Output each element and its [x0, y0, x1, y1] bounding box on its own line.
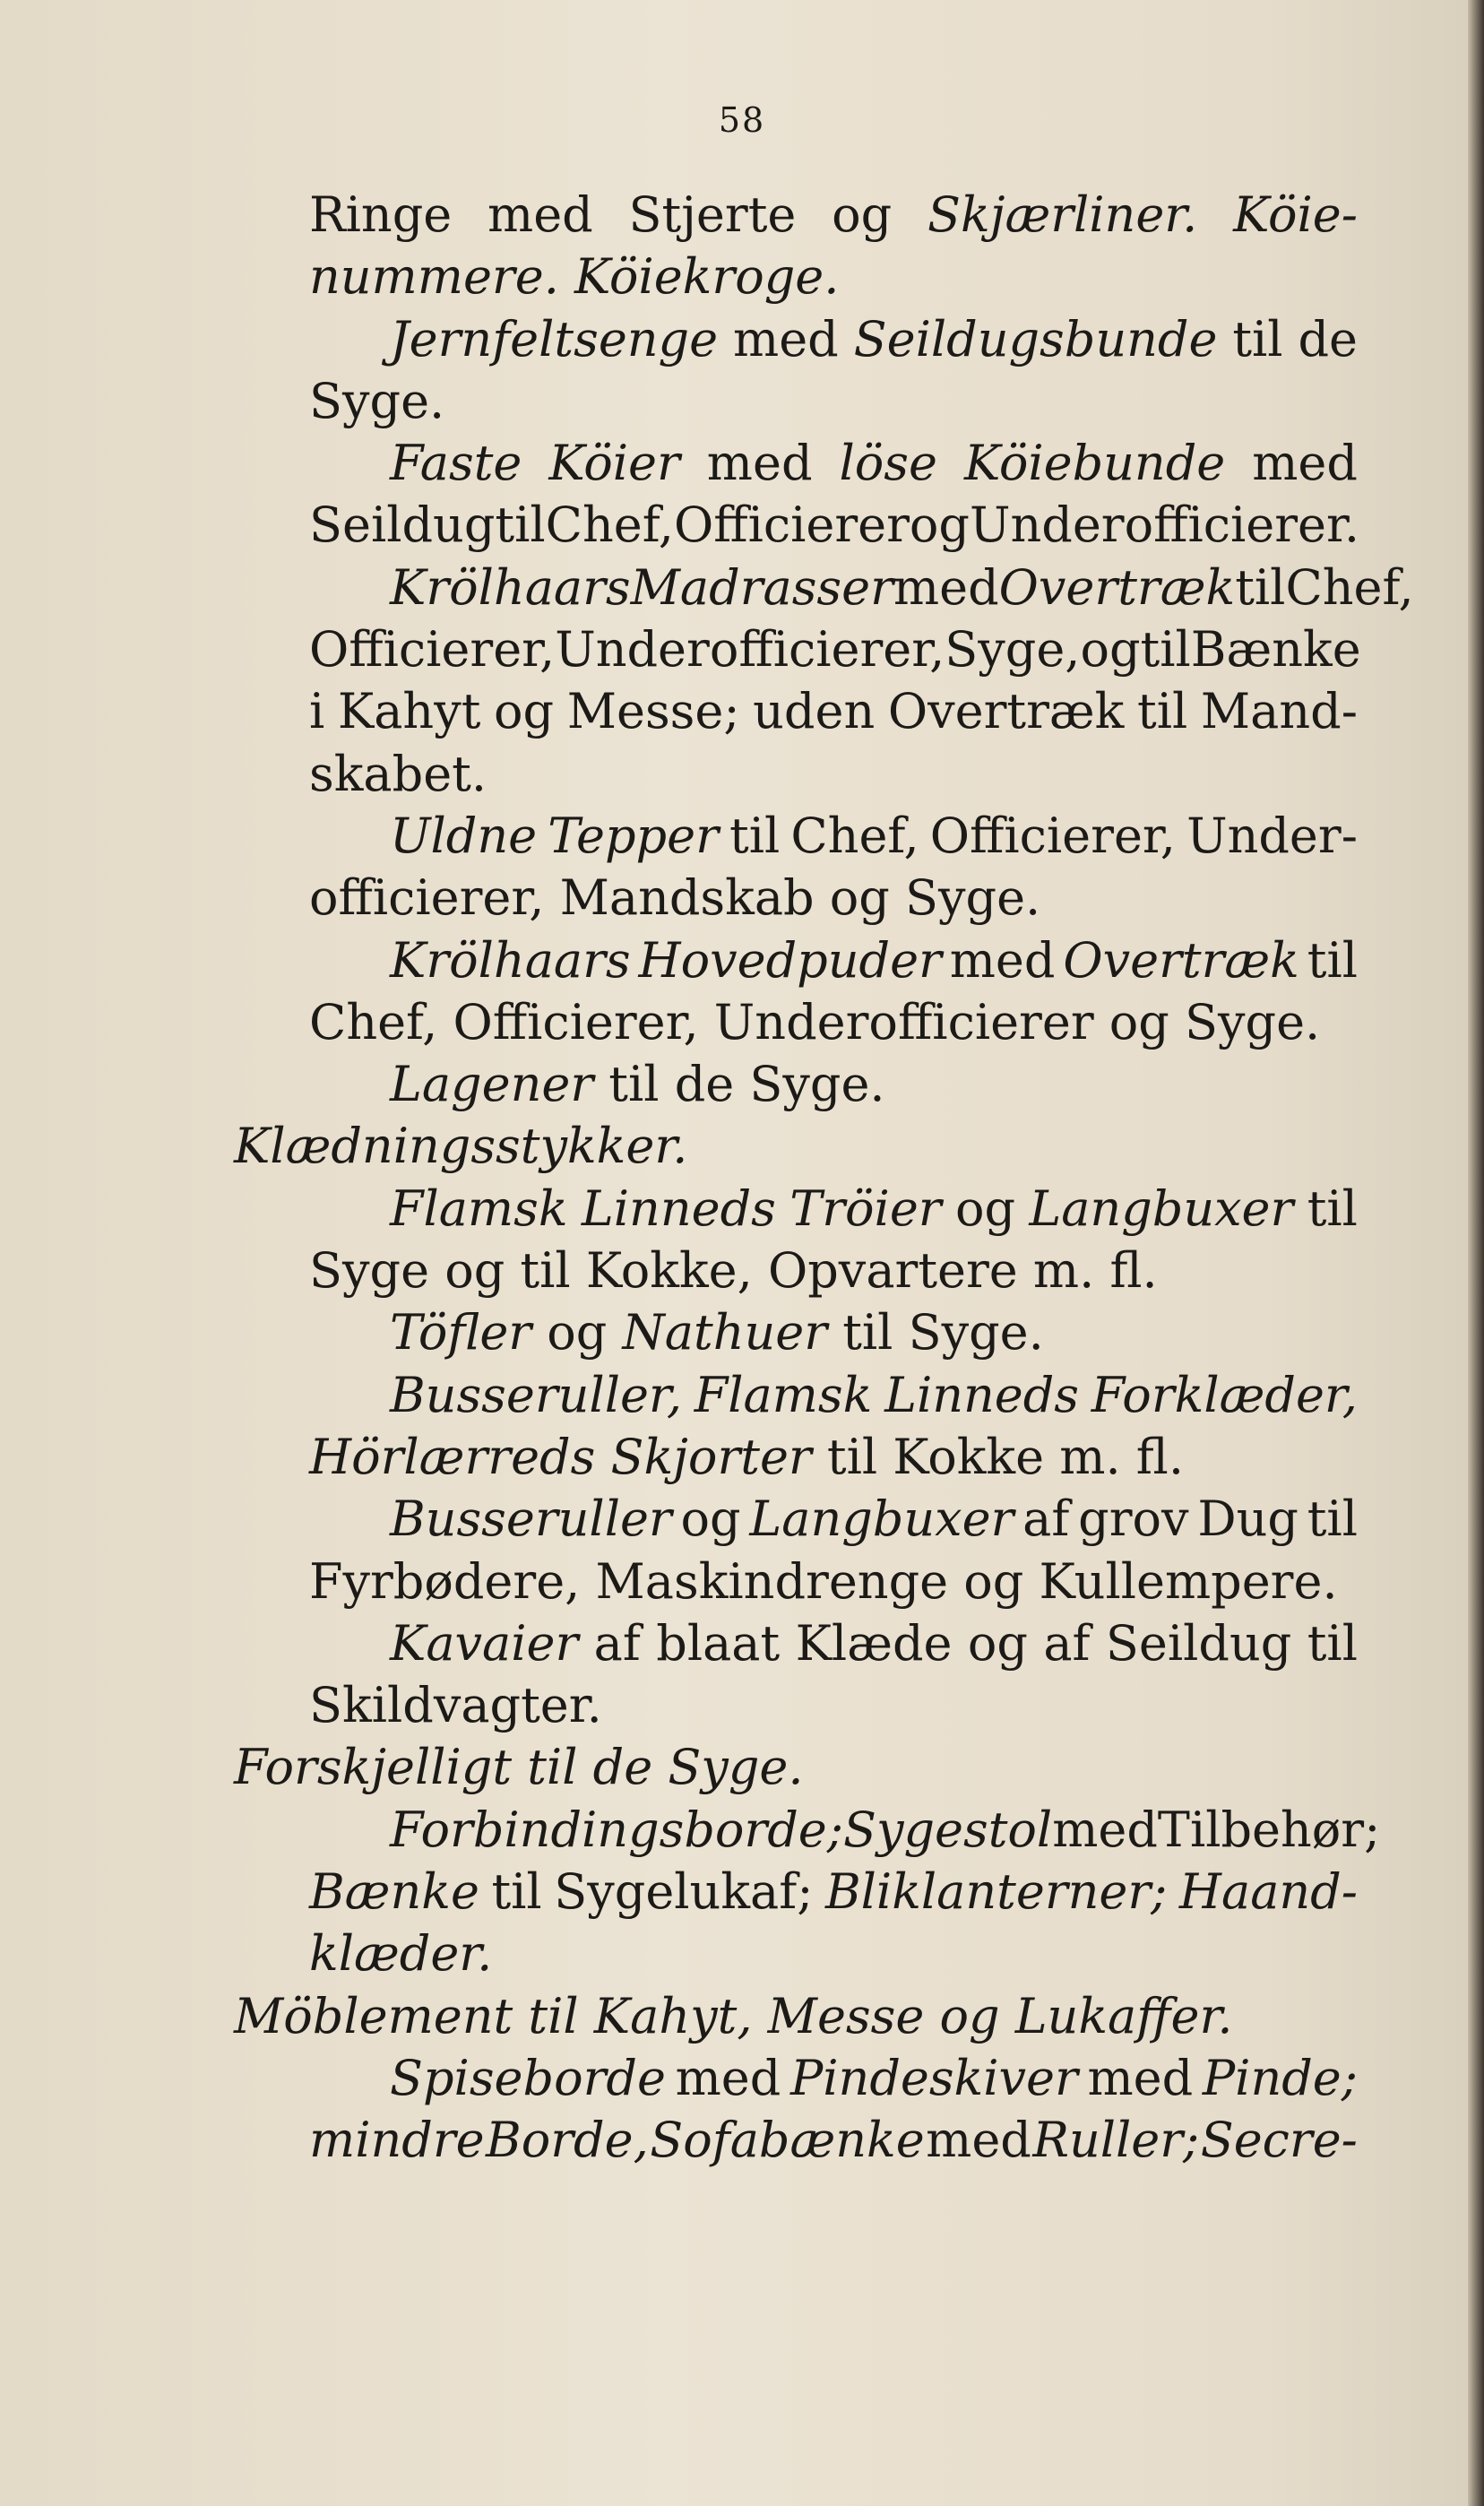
text-segment: til [1307, 1614, 1358, 1672]
text-segment: og [494, 683, 555, 740]
text-segment: Forskjelligt til de Syge. [234, 1739, 804, 1796]
text-segment: med [1087, 2049, 1194, 2106]
text-segment: Chef, [790, 807, 919, 864]
text-line [309, 370, 1358, 432]
text-line [309, 246, 1358, 307]
text-segment: Möblement til Kahyt, Messe og Lukaffer. [234, 1987, 1233, 2044]
text-line [309, 929, 1358, 991]
text-segment: Stjerte [628, 186, 797, 243]
text-line [309, 2047, 1358, 2109]
text-segment: til [491, 1863, 542, 1921]
text-line [309, 557, 1414, 618]
text-segment: Skildvagter. [309, 1677, 602, 1734]
text-segment: Faste [390, 435, 522, 492]
text-line [309, 1364, 1358, 1426]
text-line [309, 1301, 1358, 1363]
text-segment: Fyrbødere, Maskindrenge og Kullempere. [309, 1552, 1338, 1610]
text-segment: Flamsk [694, 1366, 873, 1423]
text-segment: i [309, 683, 325, 740]
text-segment: klæder. [309, 1925, 493, 1983]
text-segment: til de Syge. [593, 1056, 885, 1113]
text-segment: med [949, 931, 1056, 989]
text-segment: Töfler [390, 1304, 532, 1361]
text-line [309, 2109, 1358, 2171]
text-segment: Linneds [884, 1366, 1080, 1423]
text-line [309, 1053, 1358, 1115]
text-segment: Under- [1186, 807, 1358, 864]
text-segment: Dug [1197, 1491, 1298, 1548]
text-segment: Pindeskiver [789, 2049, 1078, 2106]
text-segment: Sygestol [842, 1801, 1053, 1858]
text-segment: Officierer, [309, 621, 556, 678]
text-segment: til [1307, 1491, 1358, 1548]
text-line [309, 805, 1358, 867]
text-segment: til [1307, 1180, 1358, 1237]
text-segment: med [733, 310, 839, 367]
text-segment: Forklæder, [1091, 1366, 1358, 1423]
text-segment: Overtræk [887, 683, 1125, 740]
text-line [309, 618, 1361, 680]
text-segment: Overtræk [1063, 931, 1299, 989]
text-line [309, 1426, 1358, 1488]
text-line [309, 1240, 1358, 1301]
text-segment: Sygelukaf; [554, 1863, 814, 1921]
text-segment: Overtræk [998, 558, 1236, 616]
text-segment: Mand- [1200, 683, 1358, 740]
text-segment: Sofabænke [650, 2112, 925, 2169]
text-segment: til [729, 807, 781, 864]
text-segment: Forbindingsborde; [390, 1801, 843, 1858]
text-segment: Tröier [789, 1180, 942, 1237]
text-line [309, 184, 1358, 246]
text-segment: til Syge. [827, 1304, 1044, 1361]
text-line [309, 743, 1358, 805]
text-segment: Officierer [673, 497, 910, 554]
text-line [309, 1488, 1358, 1550]
text-segment: Spiseborde [390, 2049, 666, 2106]
text-segment: af [1022, 1491, 1070, 1548]
text-segment: uden [753, 683, 876, 740]
text-line [309, 432, 1358, 494]
text-segment: Klædningsstykker. [234, 1118, 688, 1175]
text-line [309, 494, 1358, 556]
text-line [309, 1612, 1358, 1674]
text-line [309, 1551, 1358, 1612]
text-segment: Langbuxer [749, 1491, 1014, 1548]
text-segment: Chef, [1285, 558, 1414, 616]
text-segment: til [1235, 558, 1286, 616]
text-segment: Hörlærreds Skjorter [309, 1428, 812, 1485]
text-segment: til [1232, 310, 1283, 367]
text-segment: med [926, 2112, 1031, 2169]
text-segment: Krölhaars [390, 931, 631, 989]
section-heading [234, 1115, 1358, 1177]
text-line [309, 308, 1358, 370]
section-heading [234, 1736, 1358, 1798]
text-line [309, 1861, 1358, 1923]
text-segment: Ruller; [1032, 2112, 1200, 2169]
text-segment: Messe; [566, 683, 740, 740]
text-segment: Langbuxer [1029, 1180, 1294, 1237]
text-segment: Kahyt [337, 683, 481, 740]
text-segment: officierer, Mandskab og Syge. [309, 869, 1041, 927]
text-segment: Lagener [390, 1056, 594, 1113]
text-segment: til [495, 497, 546, 554]
text-segment: Krölhaars [390, 558, 631, 616]
text-segment: Seildug [1105, 1614, 1292, 1672]
text-segment: Madrasser [630, 558, 893, 616]
text-segment: med [487, 186, 593, 243]
text-segment: og [1080, 621, 1141, 678]
text-segment: Chef, Officierer, Underofficierer og Syge. [309, 993, 1321, 1050]
text-segment: nummere. Köiekroge. [309, 248, 840, 306]
text-line [309, 991, 1358, 1053]
text-segment: Bænke [1190, 621, 1361, 678]
text-segment: Officierer, [929, 807, 1176, 864]
text-segment: blaat [656, 1614, 781, 1672]
text-segment: til [1140, 621, 1191, 678]
body-text [234, 184, 1414, 2172]
text-segment: Underofficierer. [969, 497, 1360, 554]
text-segment: og [909, 497, 970, 554]
text-segment: Chef, [545, 497, 674, 554]
text-segment: Bænke [309, 1863, 479, 1921]
text-segment: Busseruller, [390, 1366, 682, 1423]
section-heading [234, 1985, 1358, 2047]
text-line [309, 1799, 1381, 1861]
text-segment: og [680, 1491, 741, 1548]
text-line [309, 867, 1358, 929]
text-line [309, 1923, 1358, 1984]
text-segment: og [531, 1304, 623, 1361]
text-segment: med [1052, 1801, 1158, 1858]
text-segment: Seildugsbunde [853, 310, 1218, 367]
text-segment: og [954, 1180, 1016, 1237]
text-segment: Ringe [309, 186, 453, 243]
page-edge-shadow [1468, 0, 1484, 2506]
text-segment: Borde, [486, 2112, 649, 2169]
text-segment: Jernfeltsenge [390, 310, 719, 367]
text-segment: Syge, [945, 621, 1081, 678]
text-segment: og [967, 1614, 1028, 1672]
text-segment: Köiebunde [963, 435, 1226, 492]
text-segment: Busseruller [390, 1491, 672, 1548]
text-segment: med [893, 558, 999, 616]
text-line [309, 680, 1358, 742]
text-segment: til [1137, 683, 1188, 740]
text-segment: med [1252, 435, 1358, 492]
text-segment: Kavaier [390, 1614, 579, 1672]
text-segment: löse [839, 435, 937, 492]
text-segment: Uldne [390, 807, 538, 864]
text-segment: og [832, 186, 893, 243]
text-segment: Nathuer [622, 1304, 828, 1361]
text-segment: til Kokke m. fl. [811, 1428, 1184, 1485]
text-line [309, 1674, 1358, 1736]
text-segment: Pinde; [1202, 2049, 1358, 2106]
text-segment: af [593, 1614, 641, 1672]
text-segment: Köier [548, 435, 680, 492]
text-segment: Underofficierer, [555, 621, 945, 678]
text-segment: Linneds [581, 1180, 776, 1237]
text-segment: mindre [309, 2112, 485, 2169]
text-segment: Hovedpuder [638, 931, 942, 989]
text-segment: grov [1078, 1491, 1189, 1548]
text-segment: med [706, 435, 813, 492]
text-segment: af [1043, 1614, 1091, 1672]
page-number: 58 [718, 100, 766, 140]
text-segment: Tilbehør; [1157, 1801, 1381, 1858]
text-segment: Syge. [309, 372, 445, 429]
text-line [309, 1178, 1358, 1240]
text-segment: Flamsk [390, 1180, 568, 1237]
text-segment: Tepper [548, 807, 719, 864]
text-segment: Syge og til Kokke, Opvartere m. fl. [309, 1242, 1158, 1300]
text-segment: Haand- [1178, 1863, 1358, 1921]
text-segment: Secre- [1200, 2112, 1358, 2169]
text-segment: til [1307, 931, 1358, 989]
text-segment: de [1298, 310, 1358, 367]
text-segment: Köie- [1233, 186, 1358, 243]
text-segment: Klæde [795, 1614, 953, 1672]
text-segment: skabet. [309, 745, 487, 802]
text-segment: Seildug [309, 497, 496, 554]
text-segment: med [675, 2049, 781, 2106]
text-segment: Skjærliner. [927, 186, 1198, 243]
text-segment: Bliklanterner; [824, 1863, 1168, 1921]
